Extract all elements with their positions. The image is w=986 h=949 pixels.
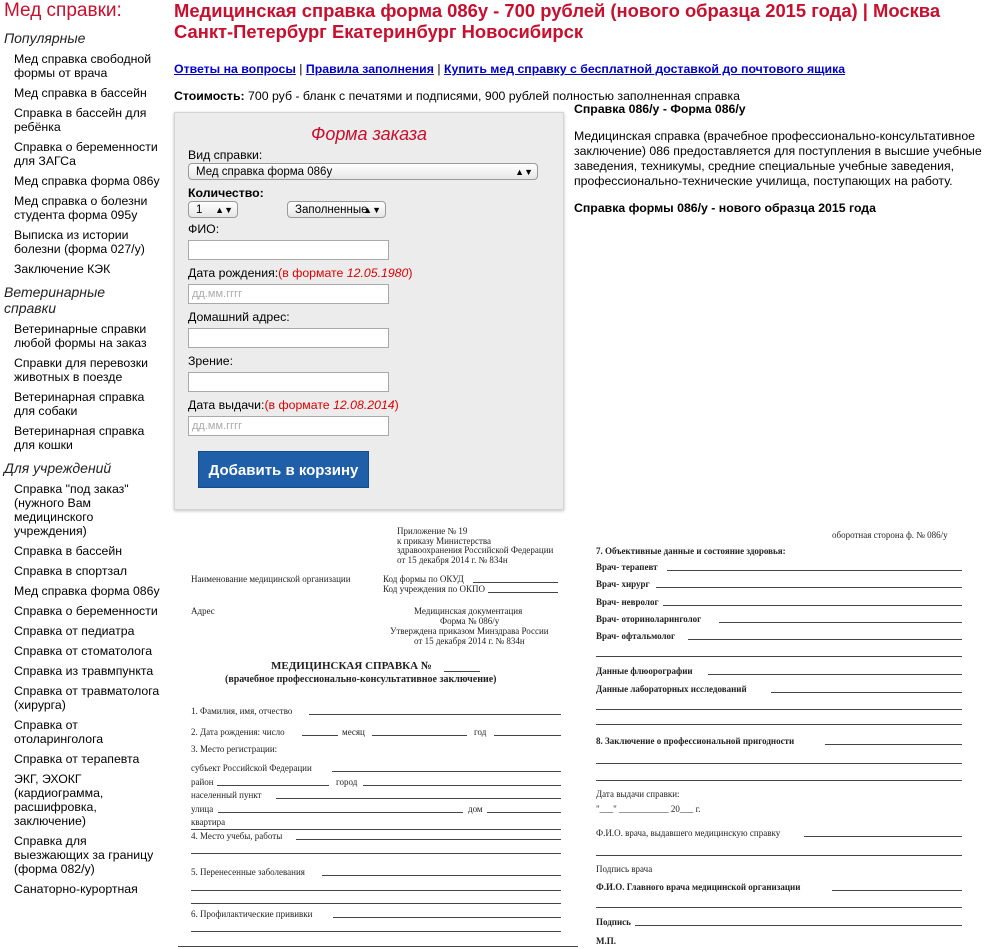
doc-line [473, 582, 558, 583]
doc-line [333, 917, 561, 918]
page-title: Медицинская справка форма 086у - 700 рублей (нового образца 2015 года) | Москва Санкт-Петербург Екатеринбург Новосибирск [174, 0, 941, 42]
sidebar-item[interactable]: Заключение КЭК [14, 262, 111, 276]
sidebar-item[interactable]: Мед справка форма 086у [14, 174, 160, 188]
select-arrows-icon: ▲▼ [515, 167, 533, 177]
doc-line [596, 780, 962, 781]
sidebar-item[interactable]: Мед справка форма 086у [14, 584, 160, 598]
doc-text: Дата выдачи справки: [596, 789, 680, 799]
type-select-value: Мед справка форма 086у [196, 166, 333, 178]
doc-text: от 15 декабря 2014 г. № 834н [397, 555, 508, 565]
cost-label: Стоимость: [174, 89, 245, 103]
sidebar-item[interactable]: Выписка из истории болезни (форма 027/у) [14, 228, 145, 256]
doc-line [217, 785, 329, 786]
doc-text: оборотная сторона ф. № 086/у [832, 530, 948, 540]
desc-heading-1: Справка 086/у - Форма 086/у [574, 102, 746, 116]
doc-line [708, 674, 962, 675]
doc-text: Код формы по ОКУД [383, 574, 464, 584]
link-separator: | [437, 62, 441, 76]
sidebar-section-title: Ветеринарные справки [4, 284, 106, 316]
doc-text: здравоохранения Российской Федерации [397, 545, 554, 555]
issue-date-input[interactable]: дд.мм.гггг [188, 416, 389, 436]
doc-line [688, 639, 962, 640]
doc-text: Врач- невролог [596, 597, 659, 607]
doc-text: Врач- хирург [596, 579, 650, 589]
doc-text: 2. Дата рождения: число [191, 727, 285, 737]
doc-text: 4. Место учебы, работы [191, 831, 283, 841]
select-arrows-icon: ▲▼ [363, 205, 381, 215]
issue-hint: (в формате 12.08.2014) [264, 398, 399, 412]
doc-line [488, 592, 558, 593]
doc-text: Подпись врача [596, 864, 653, 874]
doc-line [596, 709, 962, 710]
doc-line [191, 931, 561, 932]
vision-label: Зрение: [188, 354, 234, 368]
sidebar-item[interactable]: Справка от терапевта [14, 752, 140, 766]
type-label: Вид справки: [188, 148, 263, 162]
sidebar-title: Мед справки: [4, 0, 122, 21]
doc-line [596, 656, 962, 657]
cost-text: 700 руб - бланк с печатями и подписями, 900 рублей полностью заполненная справка [244, 89, 740, 103]
birth-date-input[interactable]: дд.мм.гггг [188, 284, 389, 304]
fill-select-value: Заполненные [295, 204, 368, 216]
doc-line [191, 829, 561, 830]
doc-text: Код учреждения по ОКПО [383, 584, 486, 594]
sidebar-section-vet [0, 284, 160, 452]
address-input[interactable] [188, 328, 389, 348]
doc-text: 5. Перенесенные заболевания [191, 867, 305, 877]
sidebar [0, 0, 160, 902]
qty-select-value: 1 [196, 204, 203, 216]
doc-line [332, 771, 561, 772]
sidebar-item[interactable]: Справка "под заказ" (нужного Вам медицинского учреждения) [14, 482, 129, 538]
sidebar-item[interactable]: Ветеринарная справка для кошки [14, 424, 145, 452]
sidebar-item[interactable]: Справка от стоматолога [14, 644, 153, 658]
doc-line [444, 671, 480, 672]
doc-text: Наименование медицинской организации [191, 574, 351, 584]
doc-text: Медицинская документация [414, 606, 523, 616]
sidebar-item[interactable]: Справка в бассейн для ребёнка [14, 106, 147, 134]
doc-text: дом [468, 804, 483, 814]
buy-link[interactable]: Купить мед справку с бесплатной доставкой до почтового ящика [443, 62, 846, 76]
doc-text: Данные лабораторных исследований [596, 684, 747, 694]
sidebar-section-popular [0, 30, 160, 276]
birth-hint: (в формате 12.05.1980) [278, 266, 413, 280]
doc-line [191, 853, 561, 854]
doc-text: Форма № 086/у [440, 616, 500, 626]
birth-label-row [188, 266, 412, 280]
sidebar-item[interactable]: Справка в бассейн [14, 544, 123, 558]
doc-text: Врач- офтальмолог [596, 631, 676, 641]
doc-line [832, 890, 962, 891]
doc-subtitle: (врачебное профессионально-консультативное заключение) [225, 674, 497, 685]
sidebar-item[interactable]: Справка от травматолога (хирурга) [14, 684, 160, 712]
type-select[interactable] [188, 163, 538, 180]
qty-select[interactable] [188, 201, 238, 218]
faq-link[interactable]: Ответы на вопросы [174, 62, 296, 76]
sidebar-item[interactable]: Справка из травмпункта [14, 664, 154, 678]
sidebar-item[interactable]: Мед справка о болезни студента форма 095у [14, 194, 148, 222]
description [574, 102, 982, 228]
doc-text: Врач- терапевт [596, 562, 658, 572]
doc-text: город [336, 777, 358, 787]
sidebar-item[interactable]: Справка от педиатра [14, 624, 135, 638]
doc-line [494, 735, 561, 736]
doc-text: 7. Объективные данные и состояние здоровья: [596, 546, 786, 556]
sidebar-item[interactable]: Мед справка свободной формы от врача [14, 52, 152, 80]
doc-text: населенный пункт [191, 790, 262, 800]
doc-text: Адрес [191, 606, 215, 616]
doc-line [596, 855, 962, 856]
birth-label: Дата рождения: [188, 266, 279, 280]
doc-line [487, 812, 561, 813]
sidebar-item[interactable]: Справка о беременности [14, 604, 158, 618]
doc-line [635, 925, 962, 926]
doc-text: Ф.И.О. Главного врача медицинской организации [596, 882, 801, 892]
doc-title: МЕДИЦИНСКАЯ СПРАВКА № [271, 660, 432, 672]
doc-text: Приложение № 19 [397, 526, 468, 536]
doc-line [191, 890, 561, 891]
doc-text: Данные флюорографии [596, 666, 693, 676]
doc-text: Ф.И.О. врача, выдавшего медицинскую справку [596, 828, 781, 838]
doc-line [663, 605, 962, 606]
doc-line [363, 785, 561, 786]
doc-line [191, 903, 561, 904]
select-arrows-icon: ▲▼ [215, 205, 233, 215]
order-form-title: Форма заказа [311, 124, 427, 144]
doc-text: 8. Заключение о профессиональной пригодности [596, 736, 795, 746]
doc-text: район [191, 777, 214, 787]
fio-label: ФИО: [188, 222, 220, 236]
sidebar-item[interactable]: Санаторно-курортная [14, 882, 138, 896]
doc-line [596, 724, 962, 725]
doc-text: квартира [191, 817, 226, 827]
sidebar-item[interactable]: Справка в спортзал [14, 564, 128, 578]
doc-text: месяц [342, 727, 365, 737]
sidebar-item[interactable]: Ветеринарные справки любой формы на заказ [14, 322, 147, 350]
doc-text: к приказу Министерства [397, 536, 492, 546]
sidebar-item[interactable]: Ветеринарная справка для собаки [14, 390, 145, 418]
doc-line [309, 714, 561, 715]
doc-text: Утверждена приказом Минздрава России [390, 626, 549, 636]
doc-line [804, 836, 962, 837]
doc-line [296, 839, 561, 840]
doc-text: субъект Российской Федерации [191, 763, 312, 773]
add-to-cart-button[interactable]: Добавить в корзину [198, 451, 369, 488]
fio-input[interactable] [188, 240, 389, 260]
doc-line [372, 735, 467, 736]
doc-line [218, 812, 463, 813]
doc-text: М.П. [596, 936, 616, 946]
doc-line [596, 763, 962, 764]
sidebar-item[interactable]: Справка для выезжающих за границу (форма 082/у) [14, 834, 154, 876]
doc-line [596, 907, 962, 908]
desc-heading-2: Справка формы 086/у - нового образца 2015 года [574, 201, 876, 215]
fill-select[interactable] [287, 201, 386, 218]
doc-text: Подпись [596, 917, 631, 927]
doc-line [178, 946, 578, 947]
sidebar-item[interactable]: Мед справка в бассейн [14, 86, 147, 100]
rules-link[interactable]: Правила заполнения [305, 62, 434, 76]
doc-line [719, 622, 962, 623]
doc-line [276, 798, 561, 799]
qty-label: Количество: [188, 186, 264, 200]
link-separator: | [299, 62, 303, 76]
doc-text: "___" ___________ 20___ г. [596, 804, 701, 814]
doc-text: улица [191, 804, 214, 814]
doc-line [656, 587, 962, 588]
doc-text: год [474, 727, 487, 737]
issue-label-row [188, 398, 399, 412]
sidebar-section-title: Для учреждений [4, 460, 112, 476]
sidebar-section-institutions [0, 460, 160, 896]
issue-label: Дата выдачи: [188, 398, 265, 412]
address-label: Домашний адрес: [188, 310, 290, 324]
desc-text: Медицинская справка (врачебное профессионально-консультативное заключение) 086 предоставляется для поступления в высшие учебные заведения, техникумы, средние специальные учебные заведения, профессионально-технические училища, поступающих на работу. [574, 129, 982, 188]
order-form [174, 112, 564, 510]
sidebar-item[interactable]: ЭКГ, ЭХОКГ (кардиограмма, расшифровка, заключение) [14, 772, 104, 828]
sidebar-section-title: Популярные [4, 30, 86, 46]
doc-line [302, 735, 338, 736]
doc-line [771, 692, 962, 693]
doc-text: Врач- оториноларинголог [596, 614, 702, 624]
doc-line [825, 744, 962, 745]
vision-input[interactable] [188, 372, 389, 392]
sidebar-item[interactable]: Справки для перевозки животных в поезде [14, 356, 148, 384]
doc-text: от 15 декабря 2014 г. № 834н [414, 636, 525, 646]
sidebar-item[interactable]: Справка от отоларинголога [14, 718, 104, 746]
doc-line [667, 570, 962, 571]
nav-links [174, 62, 979, 77]
doc-text: 6. Профилактические прививки [191, 909, 313, 919]
sidebar-item[interactable]: Справка о беременности для ЗАГСа [14, 140, 158, 168]
doc-text: 1. Фамилия, имя, отчество [191, 706, 293, 716]
form-086-scan [174, 516, 979, 949]
doc-line [322, 875, 561, 876]
doc-text: 3. Место регистрации: [191, 744, 278, 754]
main-content [174, 0, 982, 946]
